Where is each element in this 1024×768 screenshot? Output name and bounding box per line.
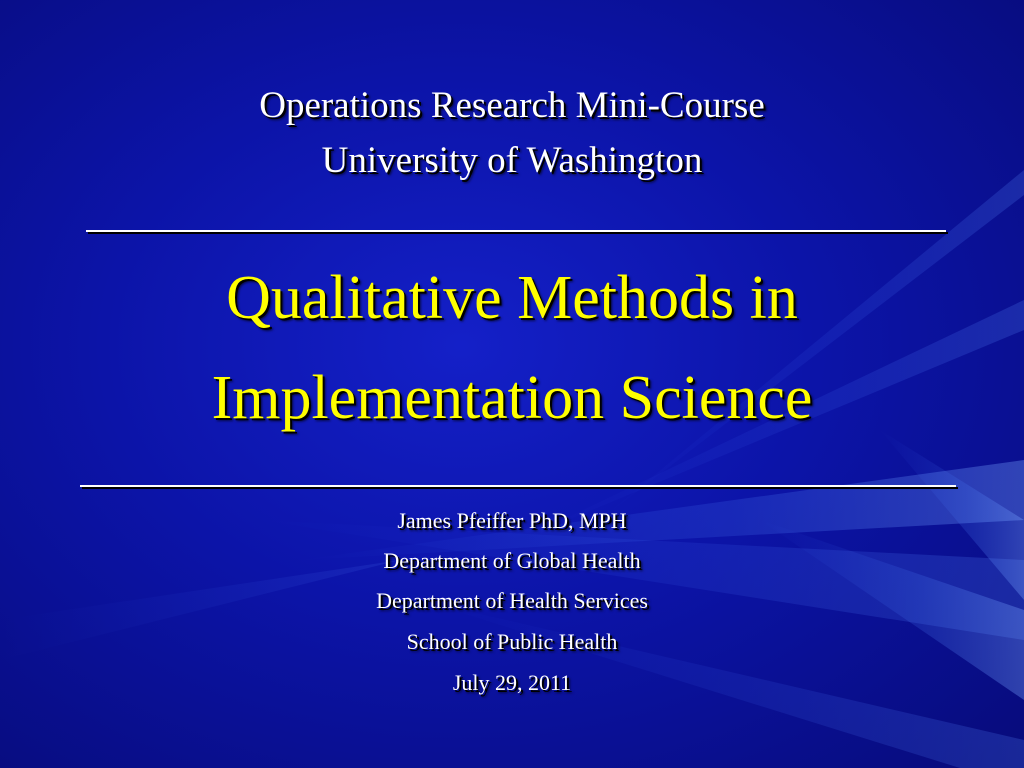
presentation-title-line2: Implementation Science <box>211 364 813 432</box>
university-name: University of Washington <box>321 140 703 181</box>
department-global-health: Department of Global Health <box>383 548 641 573</box>
presenter-name: James Pfeiffer PhD, MPH <box>397 508 627 533</box>
presentation-title-line1: Qualitative Methods in <box>226 264 798 332</box>
presentation-date: July 29, 2011 <box>452 670 572 695</box>
top-divider <box>86 230 946 232</box>
bottom-divider <box>80 485 956 487</box>
department-health-services: Department of Health Services <box>376 588 648 613</box>
course-title: Operations Research Mini-Course <box>259 85 765 126</box>
school-name: School of Public Health <box>406 629 618 654</box>
